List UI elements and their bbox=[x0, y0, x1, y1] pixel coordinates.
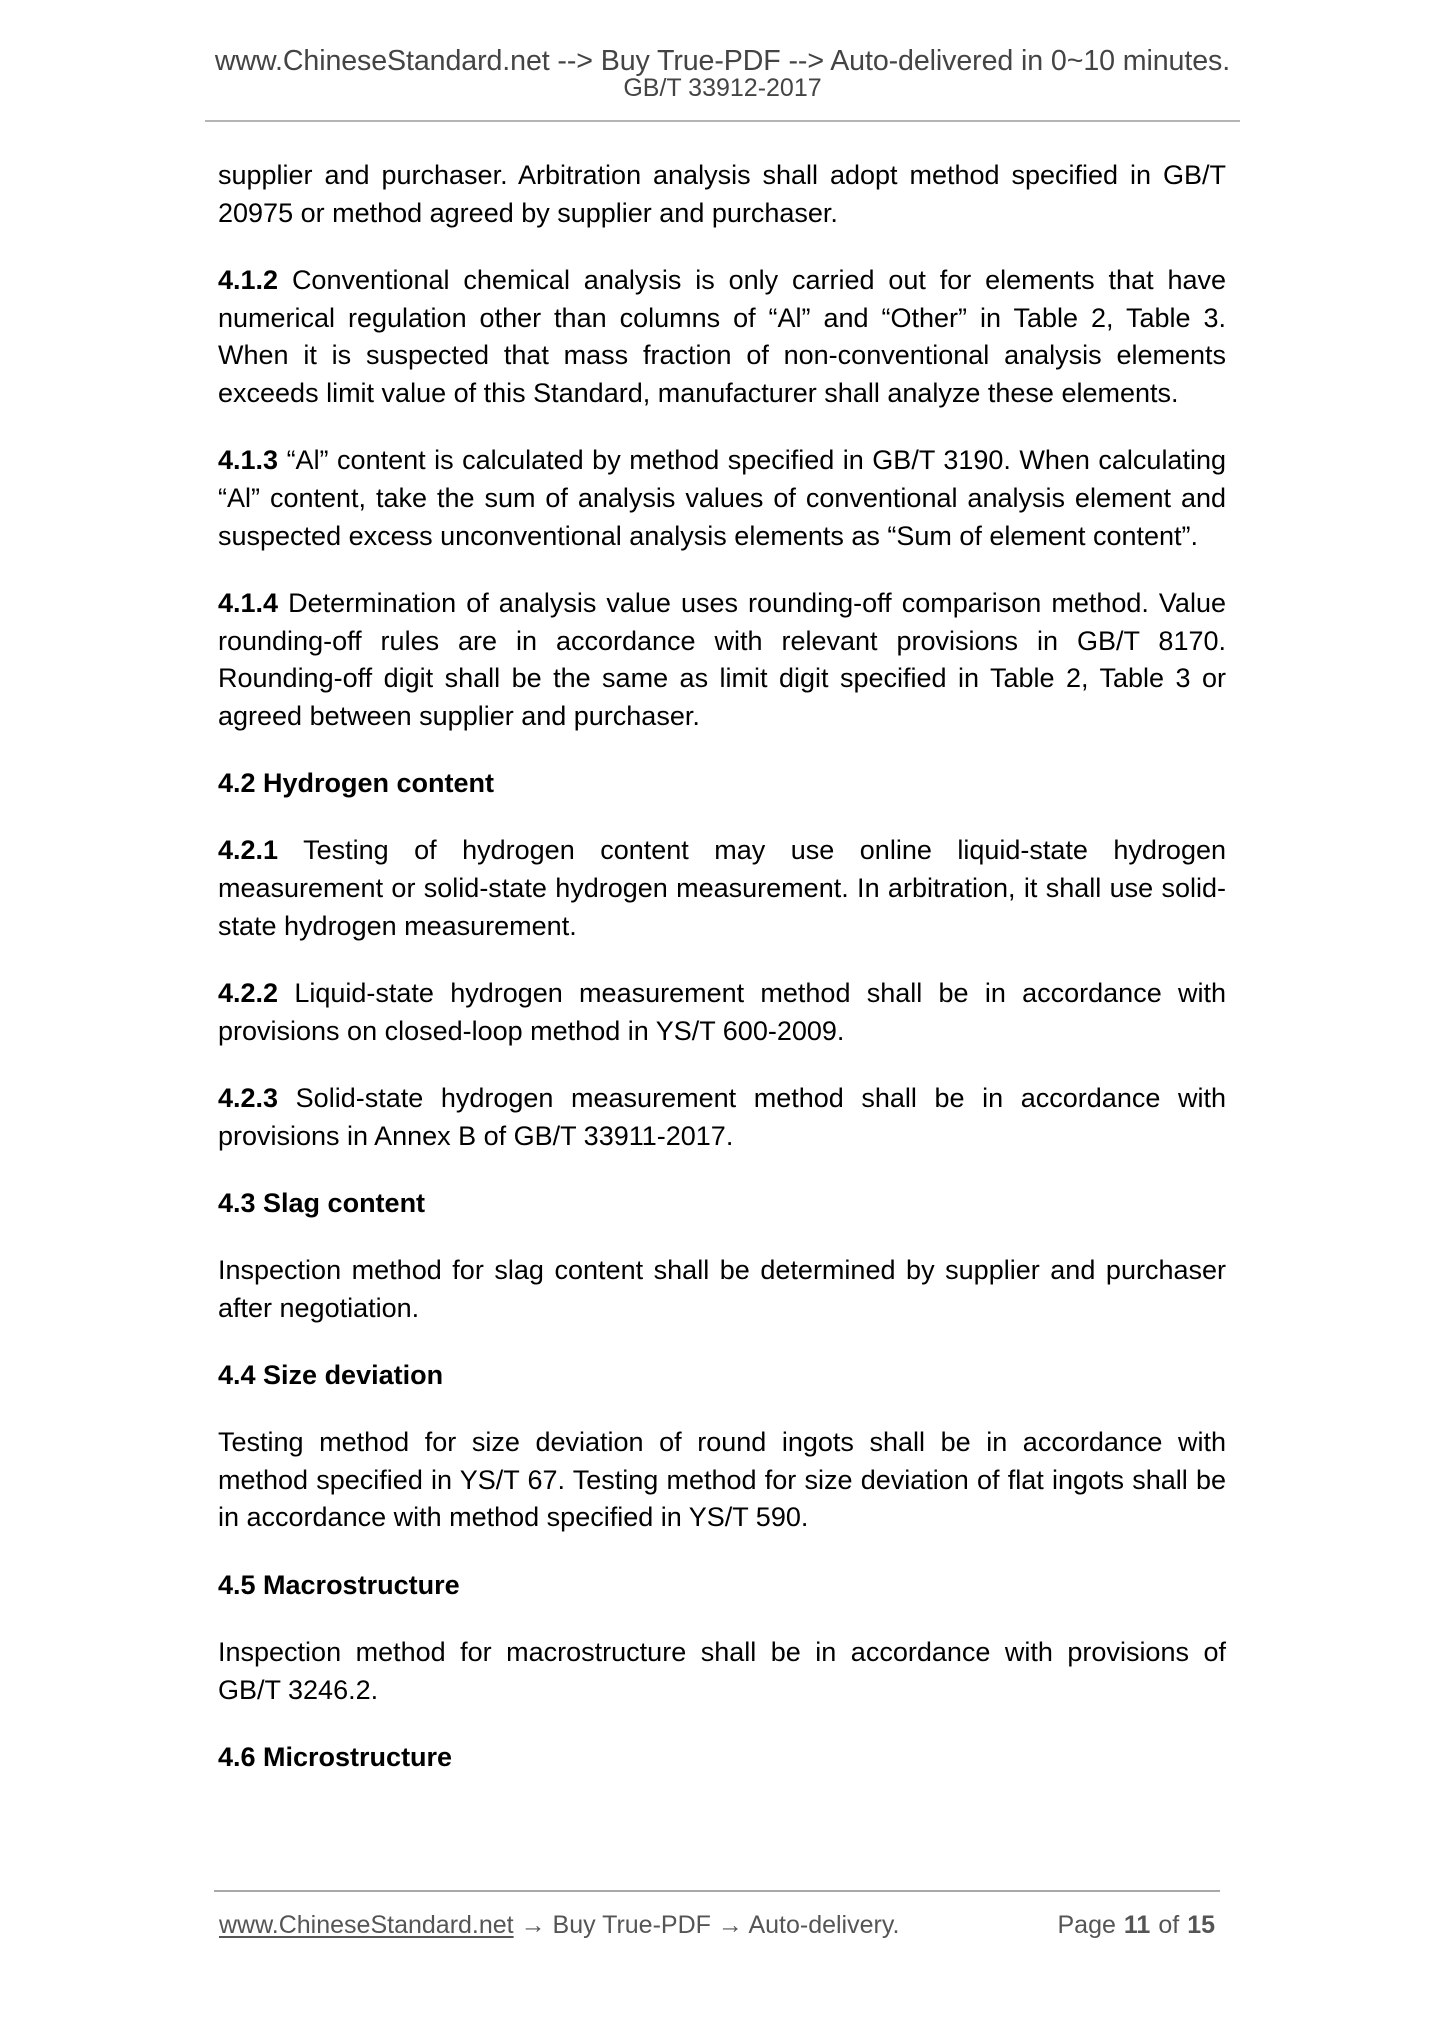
page-of-label: of bbox=[1158, 1911, 1180, 1939]
document-body bbox=[218, 157, 1226, 1806]
clause-4-1-2 bbox=[218, 262, 1226, 413]
clause-number: 4.1.2 bbox=[218, 264, 279, 295]
document-id: GB/T 33912-2017 bbox=[623, 74, 822, 102]
clause-4-2-2 bbox=[218, 975, 1226, 1050]
clause-number: 4.1.3 bbox=[218, 445, 279, 476]
section-heading-4-6: 4.6 Microstructure bbox=[218, 1741, 453, 1772]
header-banner: www.ChineseStandard.net --> Buy True-PDF --> Auto-delivered in 0~10 minutes. bbox=[214, 45, 1231, 77]
footer-site-link[interactable]: www.ChineseStandard.net bbox=[219, 1911, 514, 1939]
paragraph-slag-content bbox=[218, 1252, 1226, 1327]
page-total: 15 bbox=[1187, 1911, 1215, 1939]
footer-divider bbox=[214, 1890, 1220, 1892]
page-current: 11 bbox=[1123, 1911, 1151, 1939]
clause-4-2-3 bbox=[218, 1080, 1226, 1155]
clause-text: Determination of analysis value uses rounding-off comparison method. Value rounding-off rules are in accordance with relevant provisions in GB/T 8170. Rounding-off digit shall be the same as limit digit specified in Table 2, Table 3 or agreed between supplier and purchaser. bbox=[218, 587, 1226, 731]
clause-4-2-1 bbox=[218, 832, 1226, 945]
section-heading-4-2: 4.2 Hydrogen content bbox=[218, 768, 495, 799]
paragraph-continuation bbox=[218, 157, 1226, 232]
clause-4-1-3 bbox=[218, 442, 1226, 555]
page-number bbox=[1058, 1909, 1216, 1941]
section-heading-4-4: 4.4 Size deviation bbox=[218, 1359, 444, 1390]
footer-delivery-text: Auto-delivery. bbox=[748, 1911, 900, 1939]
section-heading-4-5: 4.5 Macrostructure bbox=[218, 1569, 460, 1600]
clause-text: Solid-state hydrogen measurement method shall be in accordance with provisions in Annex B of GB/T 33911-2017. bbox=[218, 1082, 1226, 1151]
clause-text: Conventional chemical analysis is only carried out for elements that have numerical regulation other than columns of “Al” and “Other” in Table 2, Table 3. When it is suspected that mass fraction of non-conventional analysis elements exceeds limit value of this Standard, manufacturer shall analyze these elements. bbox=[218, 264, 1226, 409]
clause-number: 4.1.4 bbox=[218, 587, 279, 618]
page-footer bbox=[219, 1909, 1219, 1941]
footer-buy-text: Buy True-PDF bbox=[552, 1911, 711, 1939]
clause-text: “Al” content is calculated by method specified in GB/T 3190. When calculating “Al” content, take the sum of analysis values of conventional analysis element and suspected excess unconventional analysis elements as “Sum of element content”. bbox=[218, 445, 1226, 551]
paragraph-size-deviation bbox=[218, 1424, 1226, 1537]
page-label: Page bbox=[1057, 1911, 1116, 1939]
paragraph-text: supplier and purchaser. Arbitration analysis shall adopt method specified in GB/T 20975 or method agreed by supplier and purchaser. bbox=[218, 160, 1226, 228]
clause-number: 4.2.1 bbox=[218, 835, 279, 866]
clause-number: 4.2.2 bbox=[218, 977, 279, 1008]
paragraph-text: Inspection method for slag content shall be determined by supplier and purchaser after negotiation. bbox=[218, 1254, 1226, 1323]
section-heading-4-3: 4.3 Slag content bbox=[218, 1187, 426, 1218]
footer-promo bbox=[219, 1909, 899, 1941]
arrow-right-icon: → bbox=[717, 1911, 743, 1939]
paragraph-text: Testing method for size deviation of round ingots shall be in accordance with method specified in YS/T 67. Testing method for size deviation of flat ingots shall be in accordance with method specified in YS/T 590. bbox=[218, 1427, 1226, 1533]
paragraph-text: Inspection method for macrostructure shall be in accordance with provisions of GB/T 3246.2. bbox=[218, 1636, 1226, 1705]
clause-text: Liquid-state hydrogen measurement method shall be in accordance with provisions on closed-loop method in YS/T 600-2009. bbox=[218, 977, 1226, 1046]
header-divider bbox=[205, 120, 1240, 122]
paragraph-macrostructure bbox=[218, 1634, 1226, 1709]
clause-4-1-4 bbox=[218, 585, 1226, 736]
clause-number: 4.2.3 bbox=[218, 1082, 279, 1113]
arrow-right-icon: → bbox=[520, 1911, 546, 1939]
clause-text: Testing of hydrogen content may use online liquid-state hydrogen measurement or solid-state hydrogen measurement. In arbitration, it shall use solid-state hydrogen measurement. bbox=[218, 835, 1227, 941]
